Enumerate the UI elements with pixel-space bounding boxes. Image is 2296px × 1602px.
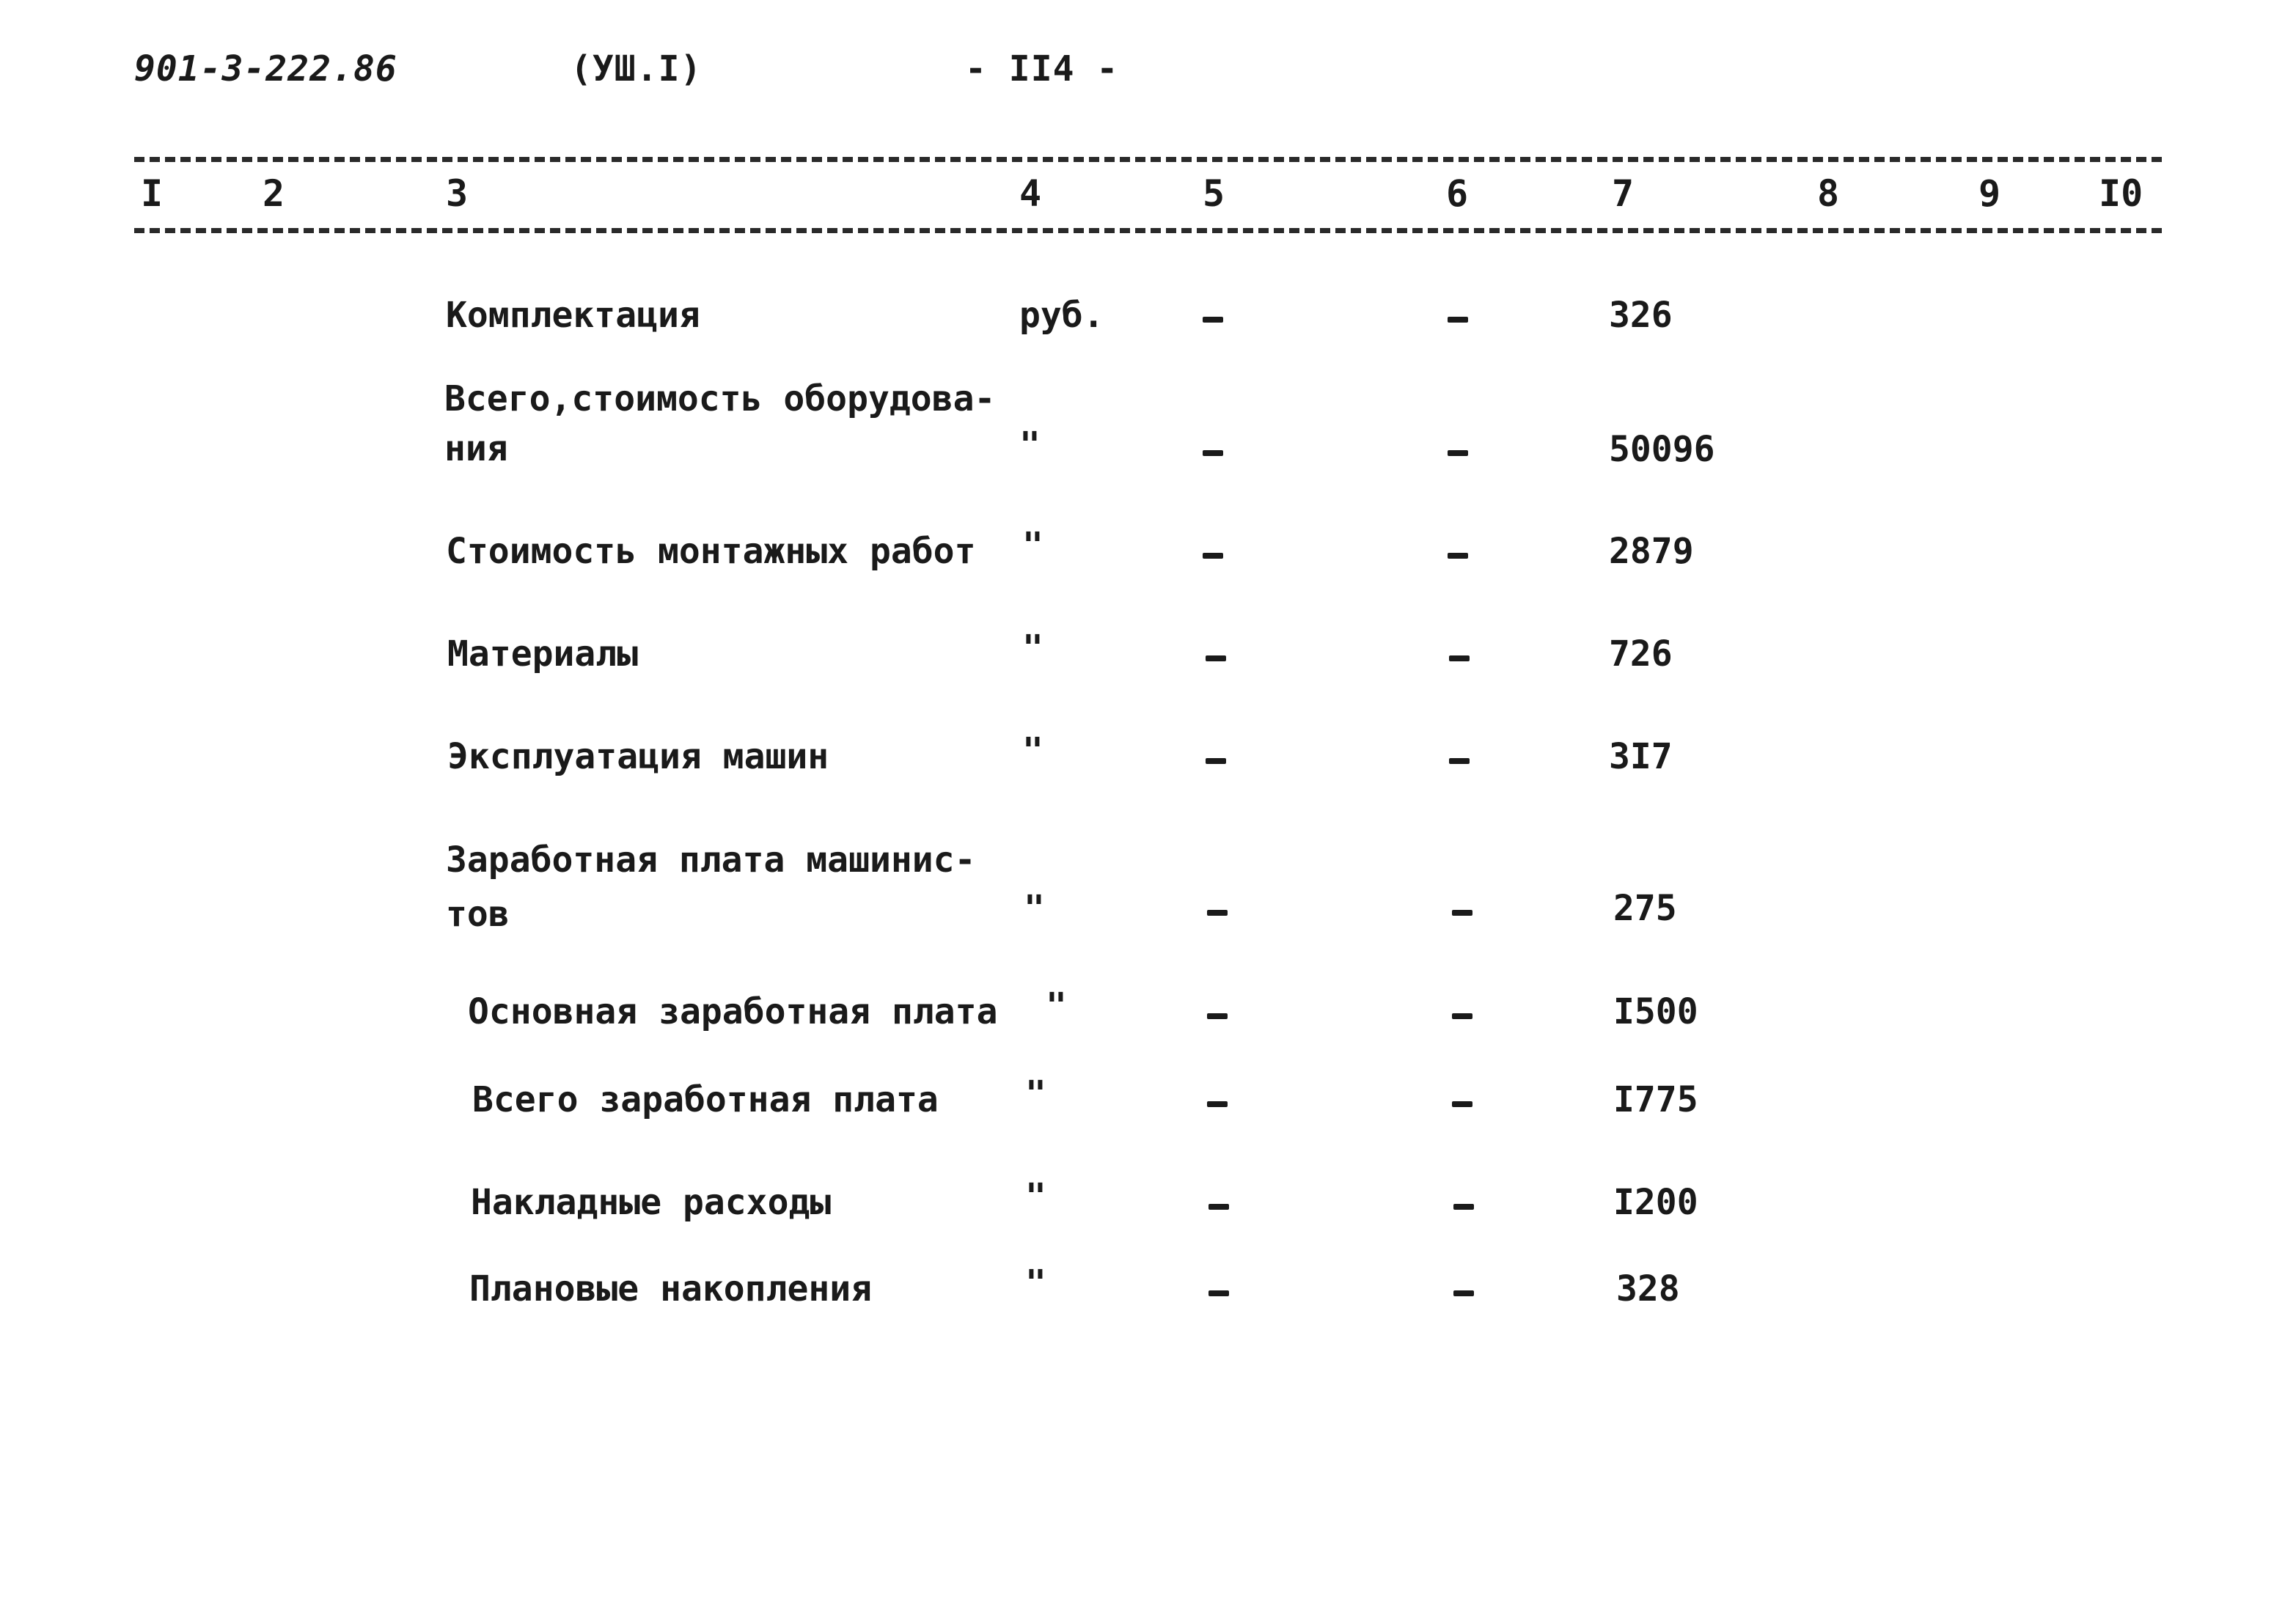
column-6-dash bbox=[1448, 317, 1468, 323]
row-value: 2879 bbox=[1609, 531, 1694, 572]
header-bottom-rule bbox=[134, 228, 2162, 233]
row-value: 50096 bbox=[1609, 429, 1715, 470]
column-number-7: 7 bbox=[1612, 172, 1635, 215]
column-6-dash bbox=[1452, 1013, 1472, 1019]
column-5-dash bbox=[1207, 1013, 1228, 1019]
column-6-dash bbox=[1452, 1101, 1472, 1107]
document-code: 901-3-222.86 bbox=[134, 48, 397, 89]
row-name: Накладные расходы bbox=[471, 1182, 832, 1223]
column-5-dash bbox=[1207, 1101, 1228, 1107]
row-unit: " bbox=[1025, 1263, 1046, 1304]
column-number-3: 3 bbox=[446, 172, 469, 215]
row-unit: " bbox=[1019, 425, 1041, 466]
column-6-dash bbox=[1449, 655, 1470, 661]
row-unit: " bbox=[1025, 1073, 1046, 1114]
row-unit: " bbox=[1022, 730, 1044, 771]
row-name: Эксплуатация машин bbox=[447, 736, 829, 777]
row-value: 3I7 bbox=[1609, 736, 1673, 777]
row-unit: " bbox=[1046, 985, 1067, 1026]
row-name: Материалы bbox=[447, 633, 639, 675]
row-value: I200 bbox=[1613, 1182, 1698, 1223]
section-label: (УШ.I) bbox=[571, 48, 703, 89]
column-number-8: 8 bbox=[1817, 172, 1840, 215]
row-unit: " bbox=[1025, 1176, 1046, 1217]
column-number-9: 9 bbox=[1978, 172, 2001, 215]
row-value: 726 bbox=[1609, 633, 1673, 675]
row-value: I500 bbox=[1613, 991, 1698, 1032]
row-value: 275 bbox=[1613, 888, 1677, 929]
column-6-dash bbox=[1448, 450, 1468, 456]
column-number-5: 5 bbox=[1203, 172, 1225, 215]
row-value: I775 bbox=[1613, 1079, 1698, 1120]
row-name: Плановые накопления bbox=[469, 1268, 873, 1309]
column-number-10: I0 bbox=[2099, 172, 2143, 215]
column-5-dash bbox=[1203, 450, 1223, 456]
row-name: Заработная плата машинис- тов bbox=[446, 839, 976, 935]
row-unit: " bbox=[1024, 888, 1045, 929]
column-5-dash bbox=[1208, 1290, 1229, 1296]
column-6-dash bbox=[1448, 553, 1468, 559]
row-name: Всего заработная плата bbox=[472, 1079, 939, 1120]
column-5-dash bbox=[1208, 1204, 1229, 1210]
column-5-dash bbox=[1207, 910, 1228, 916]
row-unit: " bbox=[1022, 628, 1044, 669]
column-6-dash bbox=[1453, 1290, 1474, 1296]
row-value: 328 bbox=[1616, 1268, 1680, 1309]
row-value: 326 bbox=[1609, 295, 1673, 336]
column-5-dash bbox=[1206, 655, 1226, 661]
column-6-dash bbox=[1449, 758, 1470, 764]
column-5-dash bbox=[1206, 758, 1226, 764]
row-name: Стоимость монтажных работ bbox=[446, 531, 976, 572]
column-5-dash bbox=[1203, 553, 1223, 559]
column-6-dash bbox=[1453, 1204, 1474, 1210]
row-name: Комплектация bbox=[446, 295, 700, 336]
column-number-4: 4 bbox=[1019, 172, 1042, 215]
header-top-rule bbox=[134, 157, 2162, 162]
column-number-2: 2 bbox=[263, 172, 285, 215]
column-number-6: 6 bbox=[1446, 172, 1469, 215]
page-number: - II4 - bbox=[965, 48, 1119, 89]
column-5-dash bbox=[1203, 317, 1223, 323]
row-name: Основная заработная плата bbox=[468, 991, 998, 1032]
row-unit: руб. bbox=[1019, 295, 1104, 336]
row-name: Всего,стоимость оборудова- ния bbox=[444, 378, 996, 469]
column-number-1: I bbox=[141, 172, 164, 215]
row-unit: " bbox=[1022, 525, 1044, 566]
column-6-dash bbox=[1452, 910, 1472, 916]
